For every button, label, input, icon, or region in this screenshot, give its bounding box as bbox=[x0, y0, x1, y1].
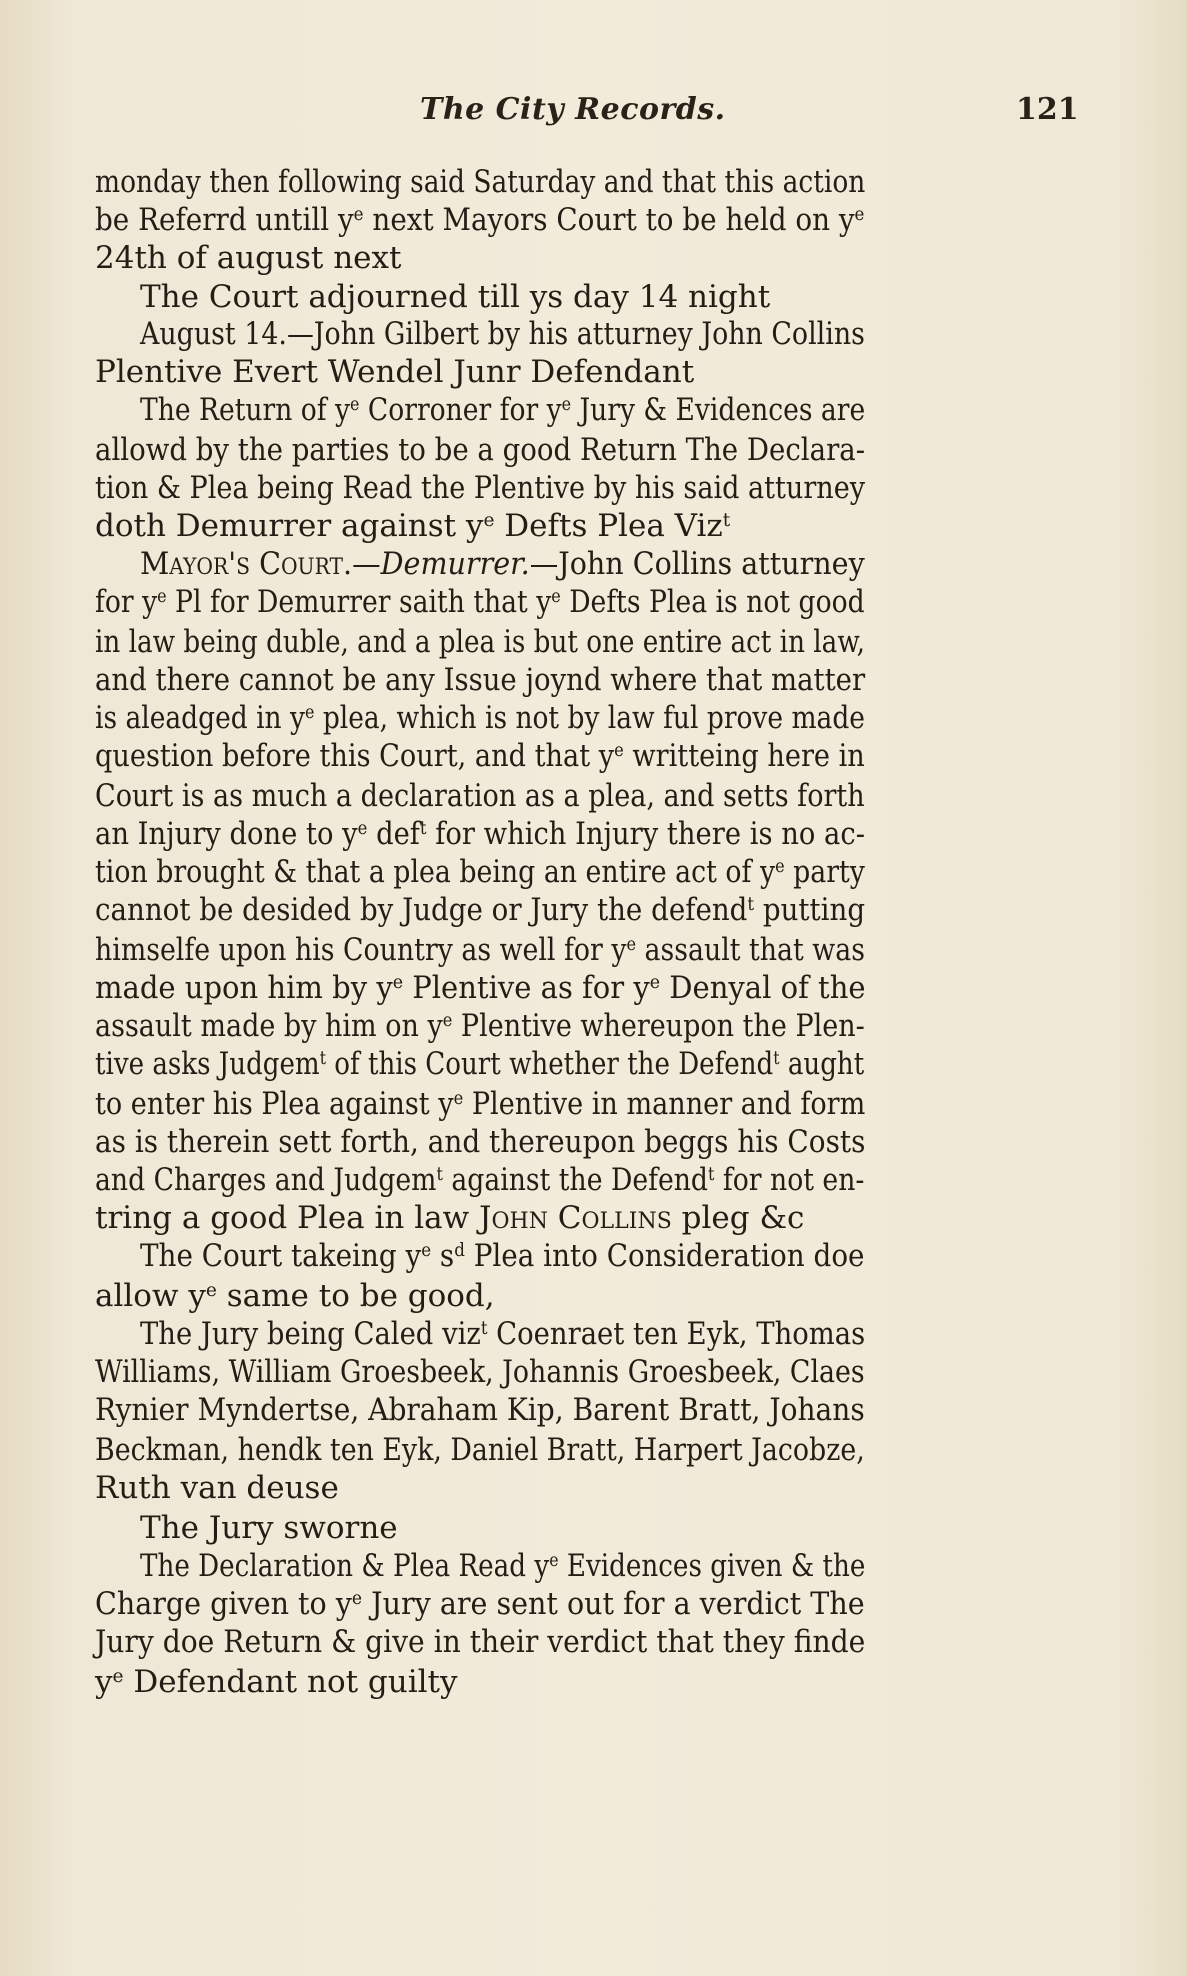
text-line bbox=[95, 1468, 339, 1508]
text-run: The Jury sworne bbox=[140, 1510, 398, 1546]
text-run: Beckman, hendk ten Eyk, Daniel Bratt, Harpert Jacobze, bbox=[95, 1432, 865, 1468]
text-line bbox=[95, 1084, 865, 1124]
text-line bbox=[95, 814, 865, 854]
text-run: Pl for Demurrer saith that y bbox=[166, 584, 552, 620]
text-run: Plentive in manner and form bbox=[463, 1086, 866, 1122]
text-run: is aleadged in y bbox=[95, 700, 305, 736]
text-run: tion brought & that a plea being an entire act of y bbox=[95, 854, 776, 890]
text-line bbox=[95, 1430, 865, 1470]
text-run: Charge given to y bbox=[95, 1586, 352, 1622]
superscript: e bbox=[350, 393, 360, 415]
superscript: e bbox=[854, 203, 865, 225]
superscript: e bbox=[304, 701, 315, 723]
text-run: Plentive whereupon the Plen- bbox=[452, 1008, 865, 1044]
text-run: cannot be desided by Judge or Jury the defend bbox=[95, 892, 748, 928]
superscript: e bbox=[549, 1549, 559, 1571]
superscript: e bbox=[614, 739, 624, 761]
text-line bbox=[95, 352, 694, 392]
text-line bbox=[95, 852, 865, 892]
text-line bbox=[95, 200, 864, 240]
text-run: The Court adjourned till ys day 14 night bbox=[140, 279, 771, 315]
text-run: as is therein sett forth, and thereupon beggs his Costs bbox=[95, 1124, 866, 1160]
text-run: Coenraet ten Eyk, Thomas bbox=[487, 1316, 866, 1352]
superscript: e bbox=[453, 1087, 464, 1109]
text-run: tring a good Plea in law bbox=[95, 1200, 480, 1236]
text-run: party bbox=[784, 854, 865, 890]
text-line bbox=[140, 277, 770, 317]
text-run: Evidences given & the bbox=[558, 1548, 866, 1584]
text-run: aught bbox=[779, 1046, 865, 1082]
text-line bbox=[140, 1314, 865, 1354]
superscript: t bbox=[319, 1047, 326, 1069]
text-run: Denyal of the bbox=[660, 970, 866, 1006]
text-run: allowd by the parties to be a good Return The Declara- bbox=[95, 432, 866, 468]
text-line bbox=[140, 544, 865, 584]
text-line bbox=[95, 1006, 865, 1046]
text-line bbox=[140, 314, 865, 354]
text-run: y bbox=[95, 1664, 113, 1700]
text-run: John Collins bbox=[479, 1200, 672, 1236]
text-run: The Court takeing y bbox=[140, 1238, 422, 1274]
text-run: for which Injury there is no ac- bbox=[426, 816, 865, 852]
text-run: — bbox=[352, 546, 381, 582]
text-run: tive asks Judgem bbox=[95, 1046, 320, 1082]
text-line bbox=[95, 1352, 865, 1392]
text-run: Plea into Consideration doe bbox=[464, 1238, 865, 1274]
superscript: e bbox=[157, 585, 167, 607]
text-run: doth Demurrer against y bbox=[95, 508, 484, 544]
superscript: t bbox=[747, 893, 755, 915]
text-line bbox=[95, 930, 865, 970]
text-run: Defts Plea Viz bbox=[494, 508, 723, 544]
superscript: e bbox=[353, 203, 364, 225]
text-line bbox=[95, 506, 730, 546]
text-run: allow y bbox=[95, 1278, 206, 1314]
text-line bbox=[95, 468, 865, 508]
text-run: s bbox=[431, 1238, 455, 1274]
superscript: t bbox=[707, 1163, 715, 1185]
text-line bbox=[95, 890, 865, 930]
text-run: putting bbox=[754, 892, 866, 928]
superscript: e bbox=[351, 1587, 363, 1609]
text-run: for y bbox=[95, 584, 158, 620]
text-run: def bbox=[367, 816, 420, 852]
text-line bbox=[95, 622, 865, 662]
text-run: to enter his Plea against y bbox=[95, 1086, 454, 1122]
superscript: e bbox=[357, 817, 368, 839]
text-run: of this Court whether the Defend bbox=[325, 1046, 774, 1082]
text-run: made upon him by y bbox=[95, 970, 393, 1006]
superscript: e bbox=[649, 971, 661, 993]
superscript: e bbox=[112, 1665, 124, 1687]
text-run: an Injury done to y bbox=[95, 816, 358, 852]
text-line bbox=[95, 238, 401, 278]
superscript: e bbox=[626, 933, 637, 955]
superscript: t bbox=[773, 1047, 780, 1069]
superscript: e bbox=[392, 971, 404, 993]
superscript: d bbox=[454, 1239, 465, 1261]
text-run: for not en- bbox=[714, 1162, 865, 1198]
text-run: Mayor's Court. bbox=[140, 546, 353, 582]
text-run: Williams, William Groesbeek, Johannis Groesbeek, Claes bbox=[95, 1354, 865, 1390]
text-run: plea, which is not by law ful prove made bbox=[314, 700, 865, 736]
text-run: and Charges and Judgem bbox=[95, 1162, 437, 1198]
text-line bbox=[95, 430, 865, 470]
text-line bbox=[140, 390, 865, 430]
text-run: Defts Plea is not good bbox=[560, 584, 865, 620]
text-run: next Mayors Court to be held on y bbox=[363, 202, 855, 238]
text-run: pleg &c bbox=[671, 1200, 805, 1236]
text-run: The Return of y bbox=[140, 392, 351, 428]
text-run: same to be good, bbox=[216, 1278, 495, 1314]
text-run: Jury & Evidences are bbox=[571, 392, 866, 428]
text-line bbox=[140, 1546, 865, 1586]
text-run: question before this Court, and that y bbox=[95, 738, 615, 774]
superscript: e bbox=[205, 1279, 217, 1301]
superscript: e bbox=[551, 585, 561, 607]
text-run: —John Collins atturney bbox=[529, 546, 865, 582]
text-run: Court is as much a declaration as a plea, and setts forth bbox=[95, 778, 865, 814]
text-run: Plentive Evert Wendel Junr Defendant bbox=[95, 354, 695, 390]
text-line bbox=[95, 162, 865, 202]
text-run: Plentive as for y bbox=[403, 970, 650, 1006]
superscript: t bbox=[436, 1163, 443, 1185]
text-run: be Referrd untill y bbox=[95, 202, 354, 238]
text-run: monday then following said Saturday and that this action bbox=[95, 164, 866, 200]
text-line bbox=[95, 1276, 495, 1316]
text-run: himselfe upon his Country as well for y bbox=[95, 932, 627, 968]
superscript: e bbox=[442, 1009, 453, 1031]
running-title: The City Records. bbox=[420, 92, 726, 127]
text-run: tion & Plea being Read the Plentive by his said atturney bbox=[95, 470, 866, 506]
text-line bbox=[140, 1508, 398, 1548]
text-run: Jury are sent out for a verdict The bbox=[362, 1586, 865, 1622]
text-run: August 14.—John Gilbert by his atturney John Collins bbox=[140, 316, 865, 352]
text-run: against the Defend bbox=[442, 1162, 708, 1198]
text-line bbox=[95, 968, 866, 1008]
page-number: 121 bbox=[1016, 92, 1079, 127]
superscript: e bbox=[483, 509, 495, 531]
text-line bbox=[95, 1044, 864, 1084]
text-run: assault that was bbox=[636, 932, 865, 968]
text-line bbox=[95, 1160, 864, 1200]
text-line bbox=[95, 1622, 865, 1662]
page-header bbox=[0, 92, 1187, 142]
text-run: Demurrer. bbox=[380, 546, 530, 582]
text-run: in law being duble, and a plea is but one entire act in law, bbox=[95, 624, 865, 660]
text-run: assault made by him on y bbox=[95, 1008, 443, 1044]
text-run: The Declaration & Plea Read y bbox=[140, 1548, 550, 1584]
text-line bbox=[95, 776, 865, 816]
superscript: t bbox=[419, 817, 427, 839]
text-line bbox=[95, 736, 865, 776]
text-line bbox=[95, 1122, 865, 1162]
text-run: Corroner for y bbox=[359, 392, 562, 428]
superscript: t bbox=[480, 1317, 488, 1339]
text-line bbox=[95, 660, 865, 700]
superscript: e bbox=[421, 1239, 432, 1261]
text-line bbox=[95, 1390, 865, 1430]
text-line bbox=[95, 1584, 865, 1624]
text-run: The Jury being Caled viz bbox=[140, 1316, 481, 1352]
text-line bbox=[95, 1198, 804, 1238]
text-line bbox=[95, 1662, 458, 1702]
superscript: e bbox=[775, 855, 785, 877]
text-run: writteing here in bbox=[623, 738, 865, 774]
text-run: 24th of august next bbox=[95, 240, 402, 276]
text-run: and there cannot be any Issue joynd where that matter bbox=[95, 662, 866, 698]
text-run: Defendant not guilty bbox=[123, 1664, 458, 1700]
superscript: e bbox=[561, 393, 572, 415]
text-line bbox=[140, 1236, 865, 1276]
text-run: Jury doe Return & give in their verdict that they finde bbox=[95, 1624, 866, 1660]
text-run: Ruth van deuse bbox=[95, 1470, 339, 1506]
text-line bbox=[95, 582, 865, 622]
superscript: t bbox=[722, 509, 731, 531]
text-line bbox=[95, 698, 865, 738]
text-run: Rynier Myndertse, Abraham Kip, Barent Bratt, Johans bbox=[95, 1392, 865, 1428]
